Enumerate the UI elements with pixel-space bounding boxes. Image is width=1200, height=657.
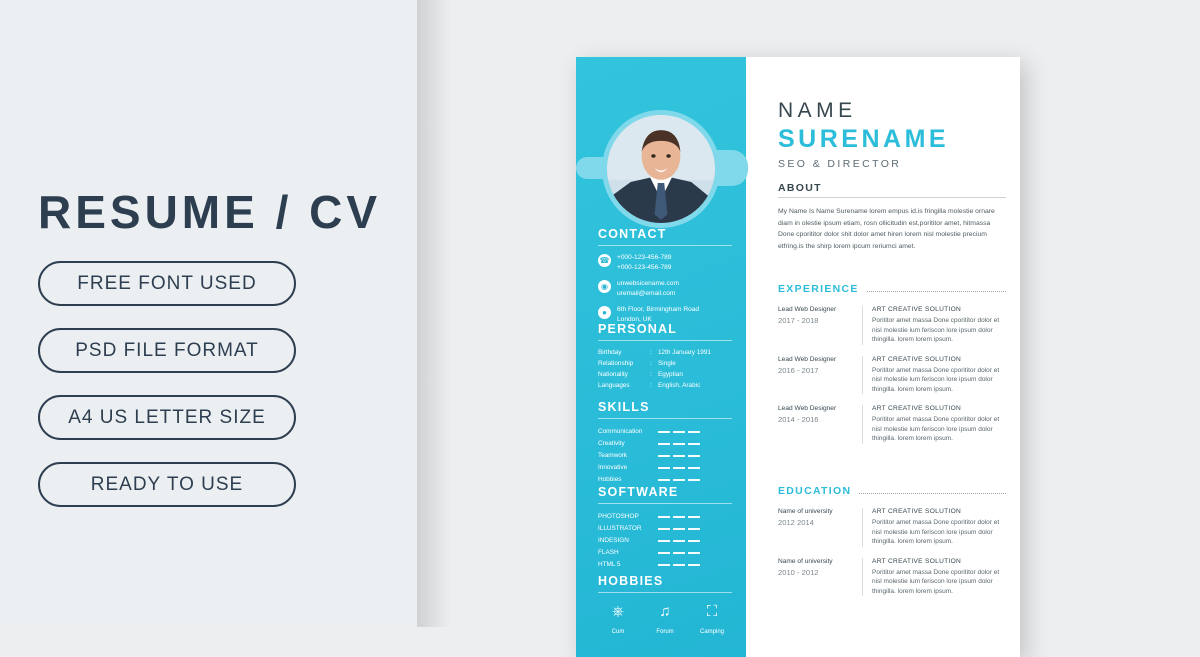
- hobby-label: Forum: [656, 629, 674, 635]
- entry-role: Lead Web Designer: [778, 405, 837, 412]
- contact-address-2: London, UK: [617, 315, 652, 323]
- contact-title: CONTACT: [598, 227, 667, 241]
- avatar-ring: [602, 110, 720, 228]
- entry-role: Name of university: [778, 508, 833, 515]
- skill-label: Hobbies: [598, 476, 622, 483]
- skills-section: [598, 400, 732, 486]
- entry-company: ART CREATIVE SOLUTION: [872, 557, 962, 565]
- personal-key: Relationship: [598, 360, 634, 367]
- personal-value: 12th January 1991: [658, 349, 711, 356]
- skill-label: Creativity: [598, 440, 625, 447]
- promo-content: [38, 185, 383, 507]
- badge-label: A4 US LETTER SIZE: [68, 406, 266, 428]
- entry-company: ART CREATIVE SOLUTION: [872, 405, 962, 412]
- personal-row: [598, 380, 732, 391]
- skill-label: Teamwork: [598, 452, 628, 459]
- divider: [598, 418, 732, 419]
- contact-item-web: [598, 279, 732, 298]
- entry-description: Porititor amet massa Done cporititor dolor et nisl molestie ium feriscon lore ipsum dolor thingilla. lorem lorem ipsum.: [872, 317, 1000, 343]
- contact-phone-1: +000-123-456-789: [617, 254, 672, 261]
- colon: :: [650, 360, 652, 367]
- first-name: NAME: [778, 99, 857, 122]
- entry-role: Lead Web Designer: [778, 306, 837, 313]
- software-bars: [658, 516, 700, 518]
- skill-row: [598, 426, 732, 438]
- badge-free-font: [38, 261, 296, 306]
- badge-psd-format: [38, 328, 296, 373]
- contact-website[interactable]: unwebsicename.com: [617, 280, 679, 287]
- education-entry: [778, 558, 1006, 597]
- hobby-item: [645, 603, 685, 638]
- entry-description: Porititor amet massa Done cporititor dolor et nisl molestie ium feriscon lore ipsum dolor thingilla. lorem lorem ipsum.: [872, 366, 1000, 393]
- software-row: [598, 523, 732, 535]
- divider: [862, 306, 863, 345]
- skill-bars: [658, 479, 700, 481]
- avatar-tab-right: [716, 150, 748, 186]
- contact-email[interactable]: uremail@email.com: [617, 289, 676, 297]
- globe-icon: ◉: [598, 280, 611, 293]
- phone-icon: ☎: [599, 256, 610, 265]
- divider: [862, 508, 863, 547]
- job-role: SEO & DIRECTOR: [778, 158, 902, 170]
- personal-section: [598, 322, 732, 391]
- hobby-label: Camping: [699, 629, 724, 635]
- entry-years: 2017 - 2018: [778, 316, 819, 325]
- entry-description: Porititor amet massa Done cporititor dolor et nisl molestie ium feriscon lore ipsum dolor thingilla. lorem lorem ipsum.: [872, 416, 1000, 442]
- divider: [862, 405, 863, 444]
- personal-row: [598, 369, 732, 380]
- entry-years: 2012 2014: [778, 518, 814, 527]
- badge-label: READY TO USE: [90, 473, 244, 495]
- education-section: [778, 485, 1006, 596]
- software-label: FLASH: [598, 549, 619, 556]
- contact-section: [598, 227, 732, 324]
- music-icon: ♫: [659, 603, 671, 620]
- software-label: HTML 5: [598, 561, 621, 568]
- badge-ready-to-use: [38, 462, 296, 507]
- skill-label: Communication: [598, 428, 643, 435]
- entry-role: Name of university: [778, 557, 833, 565]
- software-row: [598, 559, 732, 571]
- experience-entry: [778, 306, 1006, 345]
- personal-value: Egyptian: [658, 371, 683, 378]
- software-row: [598, 511, 732, 523]
- skill-row: [598, 450, 732, 462]
- entry-description: Porititor amet massa Done cporititor dolor et nisl molestie ium feriscon lore ipsum dolor thingilla. lorem lorem ipsum.: [872, 519, 1000, 545]
- gamepad-icon: ⛶: [706, 603, 718, 620]
- resume-header: [778, 99, 1006, 170]
- personal-key: Birthday: [598, 349, 622, 356]
- hobbies-title: HOBBIES: [598, 574, 664, 588]
- entry-role: Lead Web Designer: [778, 355, 837, 363]
- hobby-label: Cum: [611, 629, 625, 635]
- skill-row: [598, 462, 732, 474]
- personal-key: Languages: [598, 382, 630, 389]
- skill-bars: [658, 467, 700, 469]
- entry-company: ART CREATIVE SOLUTION: [872, 355, 962, 363]
- about-section: [778, 182, 1006, 252]
- divider: [598, 245, 732, 246]
- promo-title: RESUME / CV: [38, 186, 382, 238]
- software-bars: [658, 552, 700, 554]
- divider: [598, 503, 732, 504]
- experience-entry: [778, 356, 1006, 395]
- avatar-photo: [607, 115, 715, 223]
- skill-bars: [658, 455, 700, 457]
- personal-value: English, Arabic: [658, 382, 701, 389]
- skills-title: SKILLS: [598, 400, 650, 414]
- divider: [598, 592, 732, 593]
- entry-years: 2014 - 2016: [778, 415, 819, 424]
- software-row: [598, 535, 732, 547]
- entry-company: ART CREATIVE SOLUTION: [872, 508, 962, 515]
- software-title: SOFTWARE: [598, 485, 679, 499]
- avatar: [602, 110, 720, 228]
- experience-section: [778, 283, 1006, 444]
- experience-entry: [778, 405, 1006, 444]
- badge-label: FREE FONT USED: [77, 272, 257, 294]
- experience-title: EXPERIENCE: [778, 283, 859, 295]
- skill-row: [598, 438, 732, 450]
- skill-label: Innovative: [598, 464, 628, 471]
- education-title: EDUCATION: [778, 485, 852, 497]
- education-entry: [778, 508, 1006, 547]
- contact-phone-2: +000-123-456-789: [617, 263, 672, 271]
- hobbies-section: [598, 574, 732, 638]
- panel-shadow: [417, 0, 451, 627]
- divider: [862, 356, 863, 395]
- software-section: [598, 485, 732, 571]
- software-bars: [658, 540, 700, 542]
- entry-years: 2016 - 2017: [778, 365, 819, 375]
- skill-bars: [658, 431, 700, 433]
- badge-letter-size: [38, 395, 296, 440]
- dotted-rule: [859, 493, 1006, 494]
- colon: :: [650, 382, 652, 389]
- divider: [598, 340, 732, 341]
- personal-title: PERSONAL: [598, 322, 678, 336]
- colon: :: [650, 371, 652, 378]
- personal-row: [598, 358, 732, 369]
- bicycle-icon: ⎈: [611, 603, 624, 620]
- software-row: [598, 547, 732, 559]
- about-title: ABOUT: [778, 182, 822, 194]
- promo-panel: [0, 0, 417, 627]
- badge-label: PSD FILE FORMAT: [75, 339, 259, 361]
- hobby-item: [598, 603, 638, 638]
- software-label: ILLUSTRATOR: [598, 525, 642, 532]
- last-name: SURENAME: [778, 125, 950, 153]
- entry-description: Porititor amet massa Done cporititor dolor et nisl molestie ium feriscon lore ipsum dolor thingilla. lorem lorem ipsum.: [872, 568, 1000, 595]
- contact-address-1: 6th Floor, Birmingham Road: [617, 306, 700, 313]
- colon: :: [650, 349, 652, 356]
- entry-years: 2010 - 2012: [778, 567, 819, 577]
- location-icon: ●: [598, 306, 611, 319]
- software-bars: [658, 564, 700, 566]
- contact-item-phone: [598, 253, 732, 272]
- divider: [862, 558, 863, 597]
- hobby-item: [692, 603, 732, 638]
- software-bars: [658, 528, 700, 530]
- software-label: INDESIGN: [598, 537, 629, 544]
- resume-page: [576, 57, 1020, 657]
- software-label: PHOTOSHOP: [598, 513, 639, 520]
- dotted-rule: [867, 291, 1006, 292]
- skill-bars: [658, 443, 700, 445]
- personal-value: Single: [658, 360, 676, 367]
- personal-row: [598, 347, 732, 358]
- entry-company: ART CREATIVE SOLUTION: [872, 306, 962, 313]
- divider: [778, 197, 1006, 198]
- personal-key: Nationality: [598, 371, 628, 378]
- about-text: My Name Is Name Surename lorem empus id.is fringilla molestie ornare diam in olestie ipsum etiam, rosn ollicitudin est,porititor amet, hitmassa Done cporititor dolor shit dolor amet hiren lorem nisl molestie precium etfring.is the shirp lorem ipcum reriumci amet.: [778, 208, 995, 250]
